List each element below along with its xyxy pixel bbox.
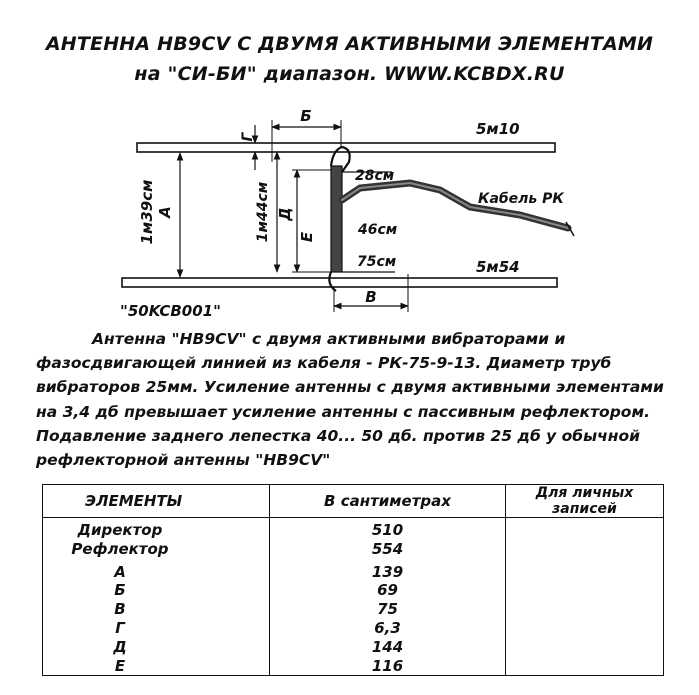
- element-value: 6,3: [374, 618, 401, 637]
- element-value: 116: [371, 656, 404, 675]
- element-name: В: [114, 600, 126, 619]
- model-code: "50KCB001": [120, 302, 221, 320]
- header-elements: ЭЛЕМЕНТЫ: [43, 485, 270, 518]
- reflector-tube: [122, 278, 557, 287]
- element-name: Г: [115, 618, 125, 637]
- notes-cell[interactable]: [506, 518, 664, 676]
- header-notes: Для личных записей: [506, 485, 664, 518]
- element-name: Е: [114, 656, 126, 675]
- title-line-2: на "СИ-БИ" диапазон. WWW.KCBDX.RU: [134, 63, 565, 85]
- description-text: Антенна "HB9CV" с двумя активными вибраторами и фазосдвигающей линией из кабеля - РК-75-9-13. Диаметр труб вибраторов 25мм. Усиление антенны с двумя активными элементами на 3,4 дб превышает усиление антенны с пассивным рефлектором. Подавление заднего лепестка 40... 50 дб. против 25 дб у обычной рефлекторной антенны "HB9CV": [36, 330, 664, 470]
- label-top-length: 5м10: [476, 120, 520, 138]
- element-value: 69: [377, 581, 398, 600]
- label-46cm: 46см: [358, 222, 398, 238]
- element-value: 510: [371, 521, 404, 539]
- element-value: 75: [377, 600, 398, 619]
- specs-table: [42, 484, 664, 676]
- element-name: Д: [113, 637, 127, 656]
- title-line-1: АНТЕННА HB9CV С ДВУМЯ АКТИВНЫМИ ЭЛЕМЕНТАМИ: [45, 33, 654, 55]
- label-cable: Кабель РК: [478, 191, 564, 207]
- label-75cm: 75см: [357, 254, 397, 270]
- description: [36, 327, 666, 472]
- element-name: Рефлектор: [71, 539, 169, 558]
- element-names-cell: [43, 518, 270, 676]
- label-D: Д: [276, 207, 294, 221]
- antenna-diagram: [0, 0, 699, 330]
- element-values-cell: [270, 518, 506, 676]
- phasing-line: [331, 166, 342, 272]
- element-value: 144: [371, 637, 404, 656]
- label-1m39: 1м39см: [138, 179, 156, 245]
- label-V: В: [365, 288, 377, 306]
- label-A: А: [156, 206, 174, 218]
- label-G: Г: [240, 132, 256, 142]
- header-cm: В сантиметрах: [270, 485, 506, 518]
- element-name: А: [114, 562, 126, 581]
- label-1m44: 1м44см: [255, 181, 271, 243]
- element-value: 139: [371, 562, 404, 581]
- element-name: Директор: [77, 521, 163, 539]
- label-E: Е: [298, 231, 316, 243]
- label-28cm: 28см: [355, 168, 395, 184]
- label-B-top: Б: [300, 107, 312, 125]
- element-name: Б: [114, 581, 126, 600]
- element-value: 554: [371, 539, 404, 558]
- label-bottom-length: 5м54: [476, 258, 520, 276]
